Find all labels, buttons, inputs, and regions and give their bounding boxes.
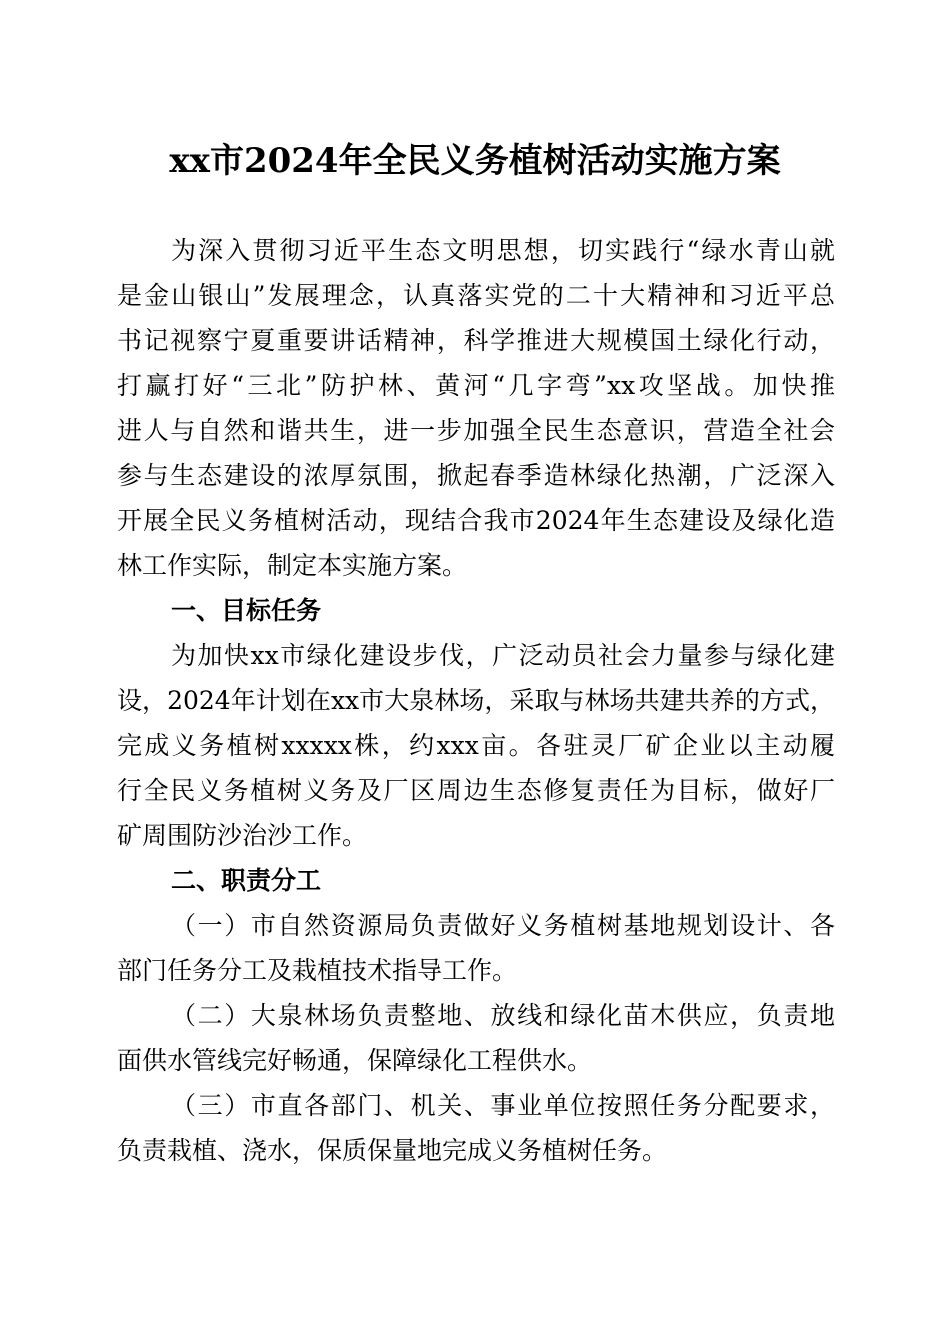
duty-item-3-line: （三）市直各部门、机关、事业单位按照任务分配要求， bbox=[171, 1091, 835, 1120]
intro-line: 林工作实际，制定本实施方案。 bbox=[117, 551, 468, 580]
intro-line: 参与生态建设的浓厚氛围，掀起春季造林绿化热潮，广泛深入 bbox=[117, 461, 835, 490]
intro-line: 书记视察宁夏重要讲话精神，科学推进大规模国土绿化行动， bbox=[117, 326, 835, 355]
section1-line: 完成义务植树xxxxx株，约xxx亩。各驻灵厂矿企业以主动履 bbox=[117, 731, 835, 760]
intro-line: 打赢打好“三北”防护林、黄河“几字弯”xx攻坚战。加快推 bbox=[117, 371, 835, 400]
intro-line: 进人与自然和谐共生，进一步加强全民生态意识，营造全社会 bbox=[117, 416, 835, 445]
section-heading-goals: 一、目标任务 bbox=[171, 596, 322, 625]
duty-item-1-line: 部门任务分工及栽植技术指导工作。 bbox=[117, 956, 518, 985]
duty-item-1-line: （一）市自然资源局负责做好义务植树基地规划设计、各 bbox=[171, 911, 835, 940]
document-title: xx市2024年全民义务植树活动实施方案 bbox=[169, 141, 781, 181]
duty-item-2-line: （二）大泉林场负责整地、放线和绿化苗木供应，负责地 bbox=[171, 1001, 835, 1030]
duty-item-3-line: 负责栽植、浇水，保质保量地完成义务植树任务。 bbox=[117, 1136, 668, 1165]
section1-line: 设，2024年计划在xx市大泉林场，采取与林场共建共养的方式， bbox=[117, 686, 835, 715]
intro-line: 是金山银山”发展理念，认真落实党的二十大精神和习近平总 bbox=[117, 281, 835, 310]
section1-line: 矿周围防沙治沙工作。 bbox=[117, 821, 368, 850]
duty-item-2-line: 面供水管线完好畅通，保障绿化工程供水。 bbox=[117, 1046, 593, 1075]
section1-line: 为加快xx市绿化建设步伐，广泛动员社会力量参与绿化建 bbox=[171, 641, 835, 670]
intro-line: 为深入贯彻习近平生态文明思想，切实践行“绿水青山就 bbox=[171, 236, 835, 265]
section-heading-duties: 二、职责分工 bbox=[171, 866, 322, 895]
intro-line: 开展全民义务植树活动，现结合我市2024年生态建设及绿化造 bbox=[117, 506, 835, 535]
document-body bbox=[117, 228, 835, 1173]
section1-line: 行全民义务植树义务及厂区周边生态修复责任为目标，做好厂 bbox=[117, 776, 835, 805]
